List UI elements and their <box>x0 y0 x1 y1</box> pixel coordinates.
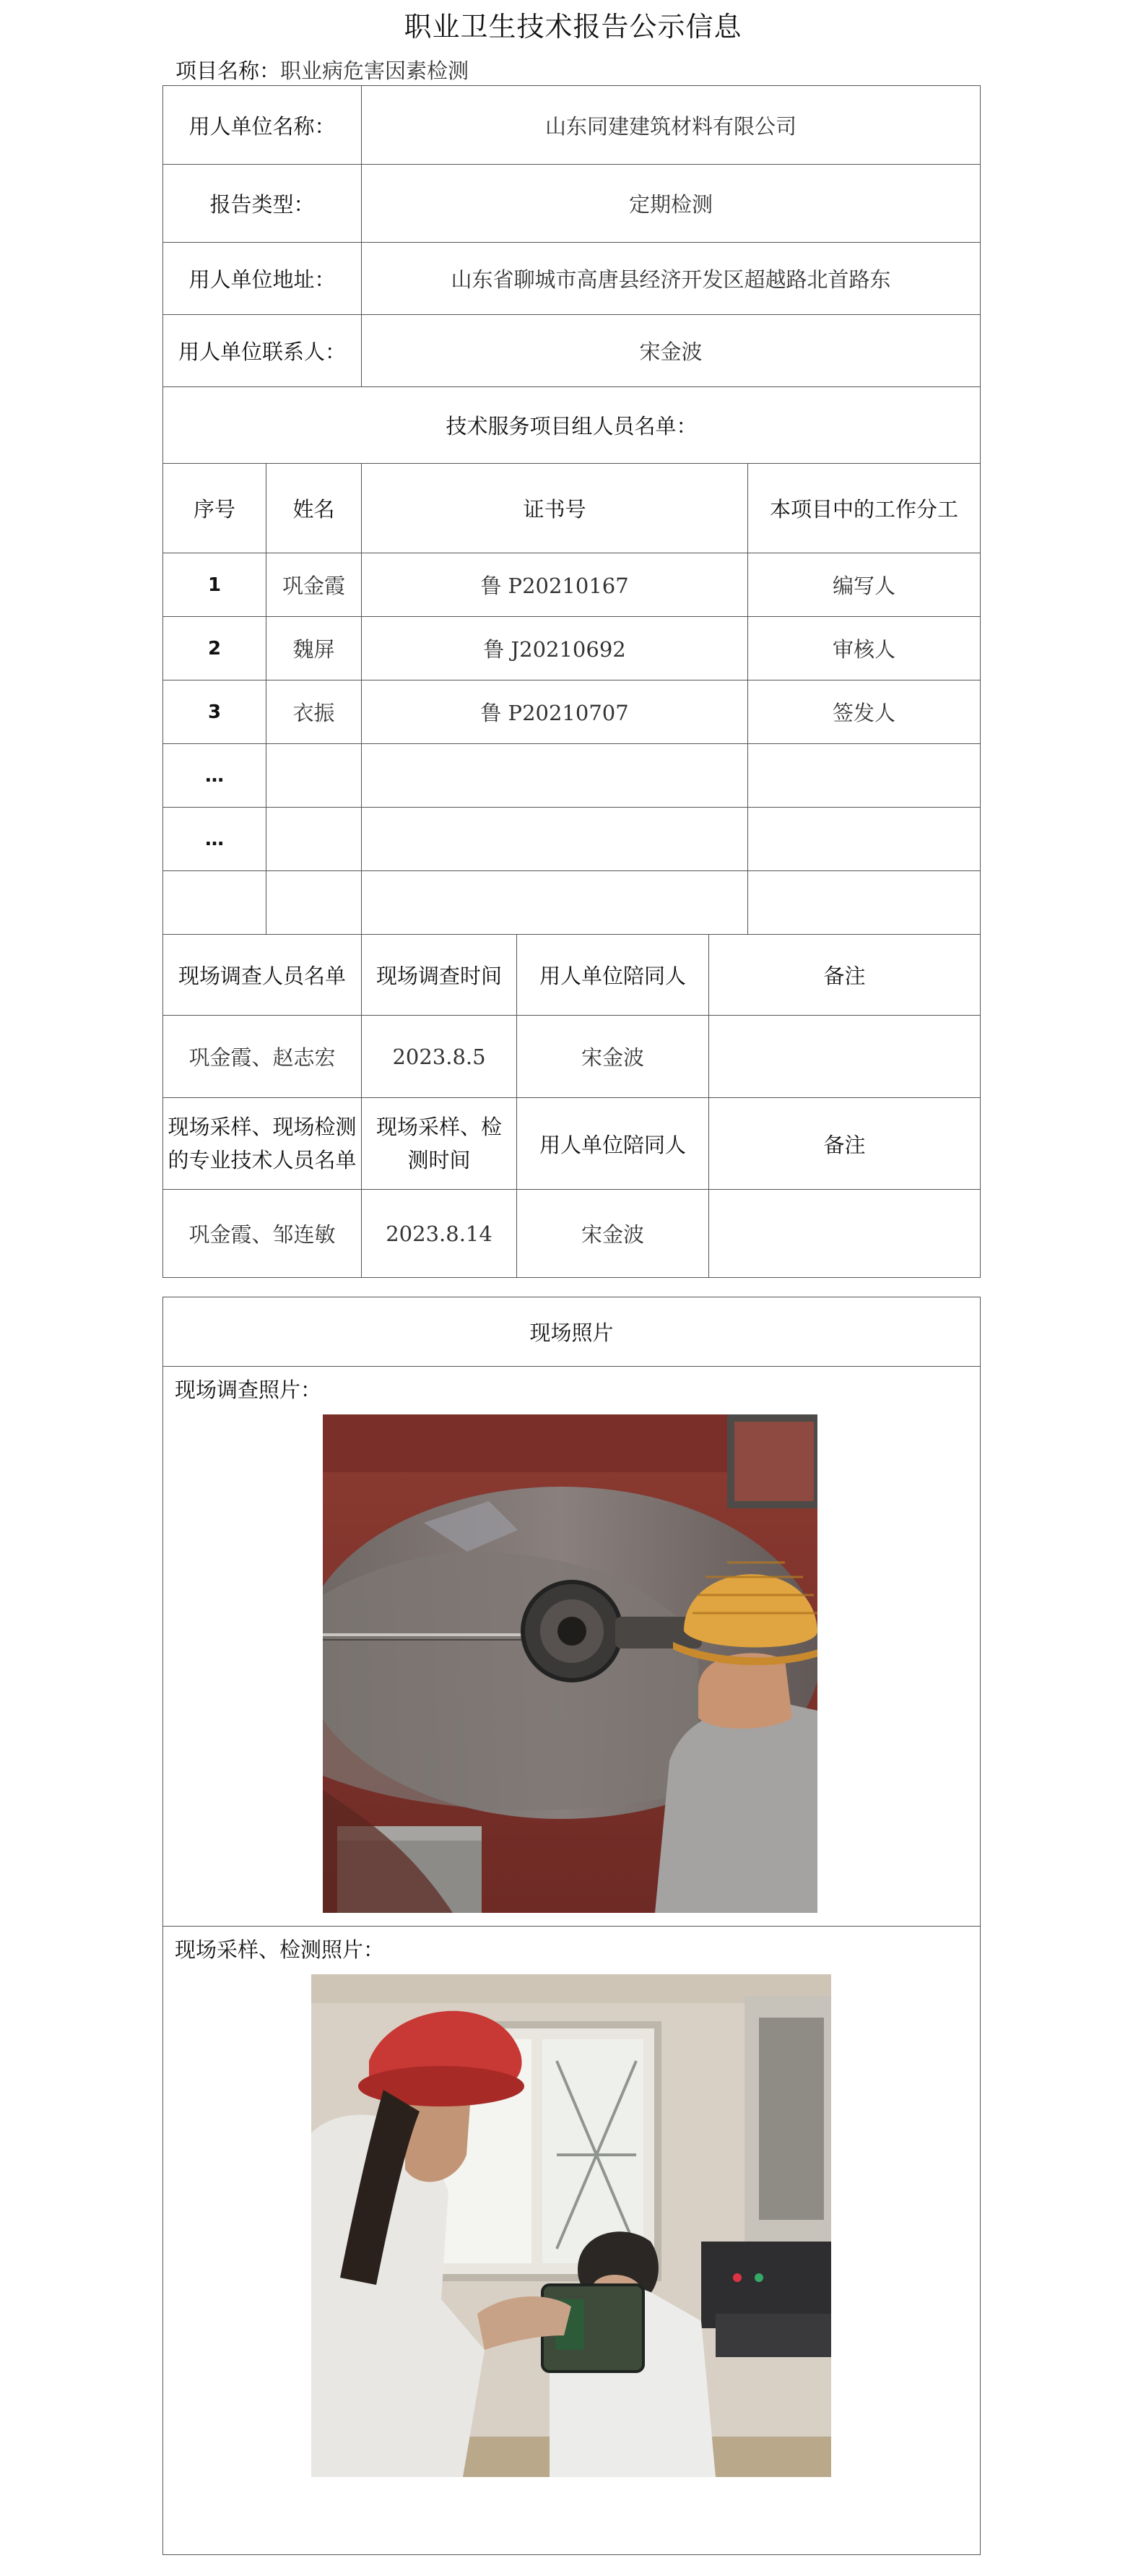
table-row <box>163 871 981 935</box>
survey-photo-label: 现场调查照片： <box>175 1378 322 1402</box>
table-row <box>163 808 981 871</box>
row-name <box>266 871 362 935</box>
survey-header-time: 现场调查时间 <box>362 935 517 1016</box>
project-value: 职业病危害因素检测 <box>280 59 469 83</box>
sampling-remark <box>709 1190 981 1278</box>
sampling-staff: 巩金霞、邹连敏 <box>163 1190 362 1278</box>
info-label: 报告类型： <box>163 165 362 243</box>
info-row <box>163 243 981 315</box>
row-index: … <box>163 808 266 871</box>
survey-staff: 巩金霞、赵志宏 <box>163 1016 362 1098</box>
photo-table <box>162 1297 981 2555</box>
row-index: 1 <box>163 553 266 617</box>
sampling-header-time: 现场采样、检测时间 <box>362 1098 517 1190</box>
row-name: 衣振 <box>266 680 362 744</box>
info-row <box>163 315 981 387</box>
sampling-header-remark: 备注 <box>709 1098 981 1190</box>
table-row <box>163 553 981 617</box>
col-header-index: 序号 <box>163 464 266 553</box>
row-cert <box>362 744 748 808</box>
row-name: 魏屏 <box>266 617 362 680</box>
sampling-time: 2023.8.14 <box>362 1190 517 1278</box>
col-header-name: 姓名 <box>266 464 362 553</box>
sampling-header-staff: 现场采样、现场检测的专业技术人员名单 <box>163 1098 362 1190</box>
team-header-row <box>163 464 981 553</box>
survey-photo-row <box>163 1367 981 1927</box>
info-value: 宋金波 <box>362 315 981 387</box>
survey-header-row <box>163 935 981 1016</box>
sampling-escort: 宋金波 <box>517 1190 709 1278</box>
row-role: 审核人 <box>748 617 981 680</box>
info-value: 山东省聊城市高唐县经济开发区超越路北首路东 <box>362 243 981 315</box>
survey-photo-cell <box>163 1367 981 1927</box>
sampling-photo-row <box>163 1927 981 2555</box>
info-row <box>163 86 981 165</box>
survey-header-escort: 用人单位陪同人 <box>517 935 709 1016</box>
sampling-photo-cell <box>163 1927 981 2555</box>
info-label: 用人单位地址： <box>163 243 362 315</box>
sampling-header-escort: 用人单位陪同人 <box>517 1098 709 1190</box>
info-row <box>163 165 981 243</box>
survey-header-remark: 备注 <box>709 935 981 1016</box>
row-cert: 鲁 J20210692 <box>362 617 748 680</box>
project-name <box>175 55 469 85</box>
row-role <box>748 808 981 871</box>
row-index: … <box>163 744 266 808</box>
row-cert <box>362 808 748 871</box>
row-index: 2 <box>163 617 266 680</box>
sampling-row <box>163 1190 981 1278</box>
sampling-photo-label: 现场采样、检测照片： <box>175 1937 385 1962</box>
team-title: 技术服务项目组人员名单： <box>163 387 981 464</box>
row-role <box>748 871 981 935</box>
team-title-row <box>163 387 981 464</box>
survey-time: 2023.8.5 <box>362 1016 517 1098</box>
row-index <box>163 871 266 935</box>
info-label: 用人单位名称： <box>163 86 362 165</box>
survey-escort: 宋金波 <box>517 1016 709 1098</box>
row-index: 3 <box>163 680 266 744</box>
sampling-photo <box>311 1974 831 2477</box>
info-value: 定期检测 <box>362 165 981 243</box>
col-header-role: 本项目中的工作分工 <box>748 464 981 553</box>
row-name <box>266 808 362 871</box>
row-role: 编写人 <box>748 553 981 617</box>
row-role: 签发人 <box>748 680 981 744</box>
table-row <box>163 680 981 744</box>
row-cert <box>362 871 748 935</box>
project-label: 项目名称： <box>175 59 281 83</box>
sampling-header-row <box>163 1098 981 1190</box>
row-role <box>748 744 981 808</box>
survey-remark <box>709 1016 981 1098</box>
col-header-cert: 证书号 <box>362 464 748 553</box>
page-title: 职业卫生技术报告公示信息 <box>404 11 742 43</box>
info-label: 用人单位联系人： <box>163 315 362 387</box>
info-table <box>162 85 981 1278</box>
survey-header-staff: 现场调查人员名单 <box>163 935 362 1016</box>
table-row <box>163 617 981 680</box>
photos-title: 现场照片 <box>163 1297 981 1367</box>
info-value: 山东同建建筑材料有限公司 <box>362 86 981 165</box>
photo-title-row <box>163 1297 981 1367</box>
survey-photo <box>323 1414 817 1913</box>
row-name <box>266 744 362 808</box>
row-name: 巩金霞 <box>266 553 362 617</box>
row-cert: 鲁 P20210167 <box>362 553 748 617</box>
row-cert: 鲁 P20210707 <box>362 680 748 744</box>
table-row <box>163 744 981 808</box>
survey-row <box>163 1016 981 1098</box>
